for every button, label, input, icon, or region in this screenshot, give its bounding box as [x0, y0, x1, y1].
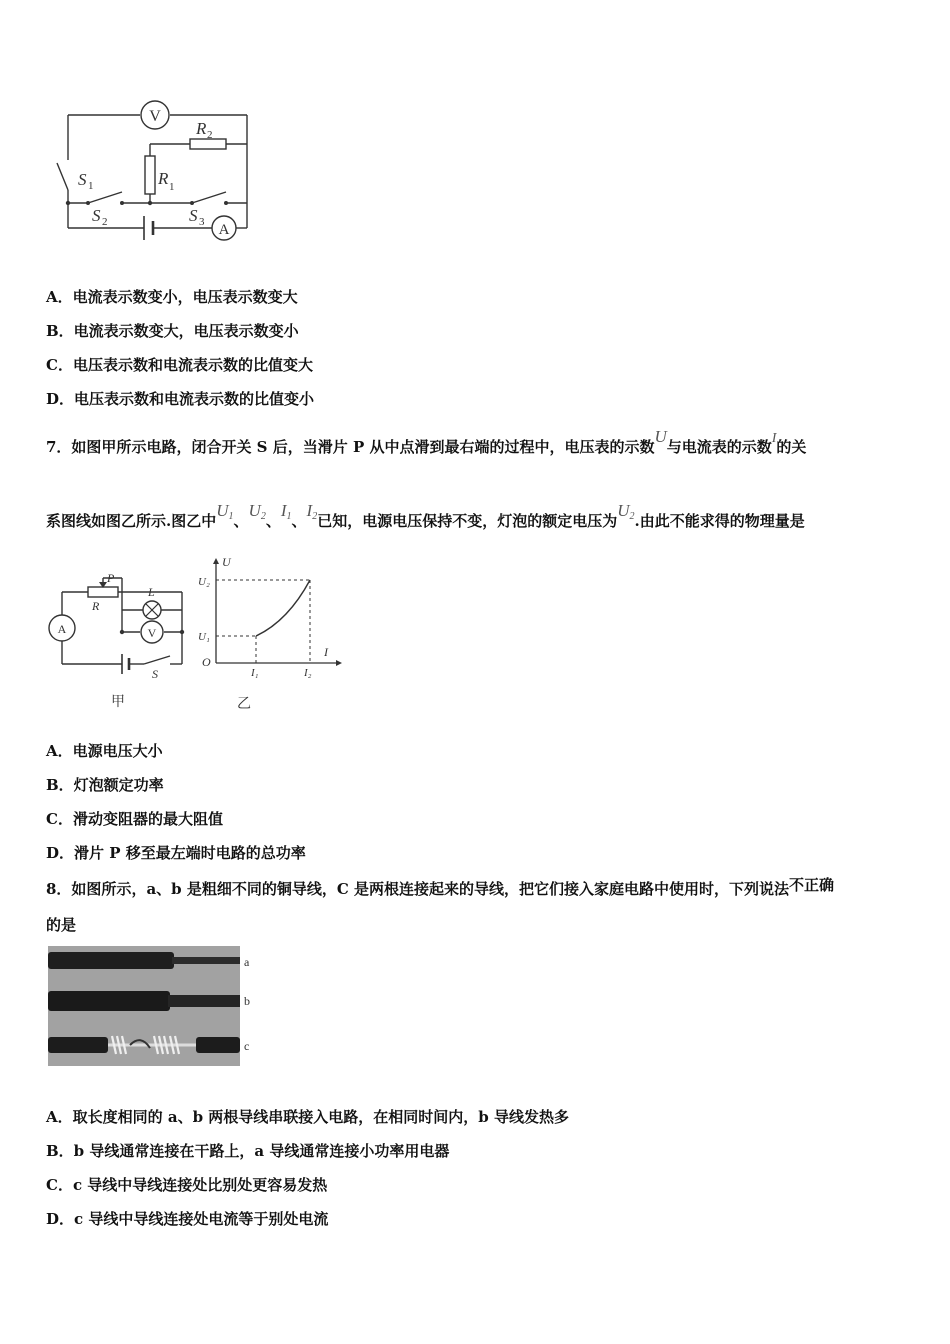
- s1-sub-label: 1: [88, 180, 94, 192]
- symbol-u2: U: [248, 501, 261, 520]
- q8-wires-photo: [46, 944, 256, 1068]
- q8-stem-line2: 的是: [46, 916, 77, 934]
- q7-option-b[interactable]: B．灯泡额定功率: [46, 776, 164, 794]
- q8-stem-line1: 8．如图所示，a、b 是粗细不同的铜导线，C 是两根连接起来的导线，把它们接入家庭电路中使用时，下列说法不正确: [46, 876, 835, 898]
- s2-label: S: [92, 206, 101, 225]
- photo-label-c: c: [244, 1039, 250, 1053]
- q6-option-a[interactable]: A．电流表示数变小，电压表示数变大: [46, 288, 298, 306]
- s3-sub-label: 3: [199, 216, 205, 228]
- s2-sub-label: 2: [102, 216, 108, 228]
- voltmeter-label: V: [147, 626, 157, 640]
- i2-tick-label: I₂: [304, 667, 312, 679]
- q8-option-d[interactable]: D．c 导线中导线连接处电流等于别处电流: [46, 1210, 329, 1228]
- slider-p-label: P: [107, 571, 115, 585]
- q7-option-d[interactable]: D．滑片 P 移至最左端时电路的总功率: [46, 844, 306, 862]
- q6-option-c[interactable]: C．电压表示数和电流表示数的比值变大: [46, 356, 313, 374]
- q8-option-c[interactable]: C．c 导线中导线连接处比别处更容易发热: [46, 1176, 328, 1194]
- symbol-i2: I: [306, 501, 313, 520]
- q8-option-b[interactable]: B．b 导线通常连接在干路上，a 导线通常连接小功率用电器: [46, 1142, 450, 1160]
- u-axis-label: U: [222, 556, 231, 569]
- q6-option-d[interactable]: D．电压表示数和电流表示数的比值变小: [46, 390, 315, 408]
- q7-option-c[interactable]: C．滑动变阻器的最大阻值: [46, 810, 223, 828]
- s3-label: S: [189, 206, 198, 225]
- voltmeter-label: V: [149, 108, 161, 125]
- wire-a: [48, 952, 174, 969]
- q7-figure-jia: [40, 570, 200, 720]
- symbol-u: U: [654, 427, 667, 446]
- s1-label: S: [78, 170, 87, 189]
- photo-label-b: b: [244, 994, 250, 1008]
- figure-jia-caption: 甲: [111, 695, 125, 710]
- q6-circuit-diagram: [40, 88, 270, 258]
- u2-tick-label: U₂: [198, 576, 210, 588]
- i-axis-label: I: [324, 645, 328, 659]
- photo-label-a: a: [244, 955, 250, 969]
- symbol-i1: I: [280, 501, 287, 520]
- q6-option-b[interactable]: B．电流表示数变大，电压表示数变小: [46, 322, 299, 340]
- i1-tick-label: I₁: [251, 667, 259, 679]
- wire-b: [48, 991, 170, 1011]
- q7-stem-line2: 系图线如图乙所示.图乙中$U_1$、$U_2$、$I_1$、$I_2$已知，电源电压保持不变，灯泡的额定电压为$U_2$.由此不能求得的物理量是: [46, 501, 805, 530]
- q7-figure-yi-graph: [196, 556, 346, 721]
- r2-sub-label: 2: [207, 129, 213, 141]
- ammeter-label: A: [218, 222, 230, 238]
- u1-tick-label: U₁: [198, 631, 210, 643]
- q8-option-a[interactable]: A．取长度相同的 a、b 两根导线串联接入电路，在相同时间内，b 导线发热多: [46, 1108, 570, 1126]
- r1-label: R: [158, 169, 169, 188]
- switch-s-label: S: [152, 667, 158, 681]
- lamp-l-label: L: [148, 585, 155, 599]
- ammeter-label: A: [57, 622, 67, 636]
- q8-emphasis-text: 不正确: [789, 876, 835, 894]
- q7-option-a[interactable]: A．电源电压大小: [46, 742, 163, 760]
- u-i-curve: [256, 580, 310, 636]
- symbol-u1: U: [216, 501, 229, 520]
- r2-label: R: [196, 119, 207, 138]
- q7-stem-line1: 7．如图甲所示电路，闭合开关 S 后，当滑片 P 从中点滑到最右端的过程中，电压表的示数U与电流表的示数I的关: [46, 427, 807, 456]
- symbol-u2-rated: U: [617, 501, 630, 520]
- figure-yi-caption: 乙: [237, 697, 251, 712]
- rheostat-r-label: R: [92, 599, 100, 613]
- r1-sub-label: 1: [169, 181, 175, 193]
- symbol-i: I: [771, 431, 777, 446]
- origin-label: O: [202, 655, 211, 669]
